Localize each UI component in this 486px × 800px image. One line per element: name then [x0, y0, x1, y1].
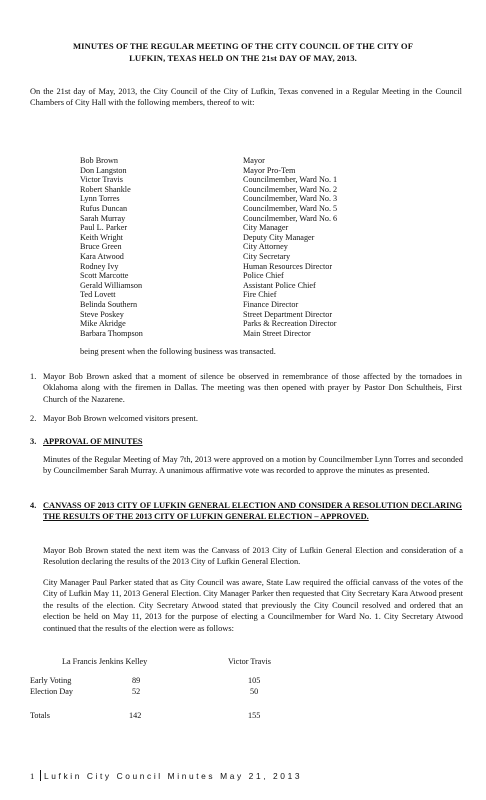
member-name: Paul L. Parker: [80, 223, 128, 233]
vote-row-label: Early Voting: [30, 676, 72, 685]
vote-row-a: 142: [129, 711, 142, 720]
candidate-1-header: La Francis Jenkins Kelley: [62, 657, 148, 666]
title-line-1: MINUTES OF THE REGULAR MEETING OF THE CITY COUNCIL OF THE CITY OF: [72, 41, 414, 51]
member-name: Kara Atwood: [80, 251, 124, 261]
vote-row-b: 50: [250, 687, 259, 696]
member-name: Bruce Green: [80, 242, 122, 252]
member-name: Ted Lovett: [80, 290, 116, 300]
member-role: Parks & Recreation Director: [243, 319, 337, 329]
member-role: Mayor: [243, 156, 265, 165]
member-role: Councilmember, Ward No. 3: [243, 194, 338, 204]
member-name: Don Langston: [80, 165, 127, 175]
member-role: Deputy City Manager: [243, 232, 315, 242]
member-role: Councilmember, Ward No. 5: [243, 203, 338, 213]
item-heading: CANVASS OF 2013 CITY OF LUFKIN GENERAL ELECTION AND CONSIDER A RESOLUTION DECLARING THE RESULTS OF THE 2013 CITY OF LUFKIN GENERAL ELECTION – APPROVED.: [43, 501, 462, 522]
roster-row: [80, 252, 380, 262]
member-name: Mike Akridge: [80, 319, 126, 329]
member-name: Gerald Williamson: [80, 280, 143, 290]
vote-row-a: 89: [132, 676, 141, 685]
canvass-paragraph-2: City Manager Paul Parker stated that as City Council was aware, State Law required the official canvass of the votes of the City of Lufkin May 11, 2013 General Election. City Manager Parker then requested that City Secretary Kara Atwood present the results of the election. City Secretary Atwood stated that previously the City Council resolved and ordered that an election be held on May 11, 2013 for the purpose of electing a Councilmember for Ward No. 1. City Secretary Atwood continued that the results of the election were as follows:: [43, 578, 463, 633]
footer-text: Lufkin City Council Minutes May 21, 2013: [44, 770, 303, 781]
member-name: Lynn Torres: [80, 194, 120, 204]
roster-row: [80, 329, 380, 339]
member-name: Rufus Duncan: [80, 203, 128, 213]
member-role: Police Chief: [243, 271, 284, 281]
page-footer: [30, 770, 330, 781]
roster-row: [80, 166, 380, 176]
vote-row-a: 52: [132, 687, 141, 696]
member-role: Mayor Pro-Tem: [243, 165, 296, 175]
member-role: Assistant Police Chief: [243, 280, 316, 290]
roster-row: [80, 262, 380, 272]
document-title: [40, 40, 446, 64]
agenda-item-2: [30, 413, 462, 424]
member-name: Keith Wright: [80, 232, 123, 242]
member-role: City Attorney: [243, 242, 288, 252]
member-role: City Manager: [243, 223, 289, 233]
member-role: Fire Chief: [243, 290, 277, 300]
item-number: 1.: [30, 372, 37, 381]
being-present-text: being present when the following business was transacted.: [80, 347, 276, 356]
roster-row: [80, 233, 380, 243]
canvass-paragraph-1: Mayor Bob Brown stated the next item was the Canvass of 2013 City of Lufkin General Election and consideration of a Resolution declaring the results of the 2013 City of Lufkin General Election.: [43, 546, 463, 567]
roster-row: [80, 271, 380, 281]
title-line-2: LUFKIN, TEXAS HELD ON THE 21st DAY OF MAY, 2013.: [129, 53, 357, 63]
roster-row: [80, 194, 380, 204]
roster-row: [80, 242, 380, 252]
roster-row: [80, 185, 380, 195]
roster-row: [80, 300, 380, 310]
agenda-item-3: [30, 436, 462, 447]
agenda-item-1: [30, 371, 462, 405]
member-name: Rodney Ivy: [80, 261, 119, 271]
intro-paragraph: On the 21st day of May, 2013, the City Council of the City of Lufkin, Texas convened in a Regular Meeting in the Council Chambers of City Hall with the following members, thereof to wit:: [30, 87, 462, 108]
vote-row-b: 105: [248, 676, 261, 685]
roster-row: [80, 204, 380, 214]
roster-row: [80, 319, 380, 329]
member-name: Scott Marcotte: [80, 271, 129, 281]
roster-row: [80, 214, 380, 224]
roster-row: [80, 156, 380, 166]
candidate-2-header: Victor Travis: [228, 657, 271, 666]
item-text: Mayor Bob Brown asked that a moment of silence be observed in remembrance of those affected by the tornadoes in Oklahoma along with the firemen in Dallas. The meeting was then opened with prayer by Pastor Don Schultheis, First Church of the Nazarene.: [43, 372, 462, 404]
vote-row-label: Totals: [30, 711, 50, 720]
footer-divider: [40, 770, 41, 781]
member-name: Robert Shankle: [80, 184, 131, 194]
item-number: 2.: [30, 414, 37, 423]
roster-row: [80, 223, 380, 233]
member-role: Councilmember, Ward No. 2: [243, 184, 338, 194]
agenda-item-4: [30, 500, 462, 523]
vote-row-label: Election Day: [30, 687, 73, 696]
roster-row: [80, 310, 380, 320]
member-role: Councilmember, Ward No. 6: [243, 213, 338, 223]
page-number: 1: [30, 770, 35, 781]
roster-row: [80, 290, 380, 300]
member-role: Councilmember, Ward No. 1: [243, 175, 338, 185]
roster-row: [80, 281, 380, 291]
roster-row: [80, 175, 380, 185]
vote-row-b: 155: [248, 711, 261, 720]
member-role: City Secretary: [243, 251, 291, 261]
item-text: Mayor Bob Brown welcomed visitors present.: [43, 414, 198, 423]
member-name: Victor Travis: [80, 175, 123, 185]
member-name: Barbara Thompson: [80, 328, 143, 338]
attendee-roster: [80, 156, 380, 338]
member-name: Sarah Murray: [80, 213, 126, 223]
member-role: Street Department Director: [243, 309, 333, 319]
member-name: Bob Brown: [80, 156, 118, 165]
approval-minutes-text: Minutes of the Regular Meeting of May 7th, 2013 were approved on a motion by Councilmember Lynn Torres and seconded by Councilmember Sarah Murray. A unanimous affirmative vote was recorded to approve the minutes as presented.: [43, 455, 463, 476]
member-role: Human Resources Director: [243, 261, 333, 271]
member-role: Main Street Director: [243, 328, 311, 338]
member-role: Finance Director: [243, 299, 299, 309]
item-heading: APPROVAL OF MINUTES: [43, 437, 143, 446]
item-number: 4.: [30, 501, 37, 510]
item-number: 3.: [30, 437, 37, 446]
member-name: Belinda Southern: [80, 299, 138, 309]
member-name: Steve Poskey: [80, 309, 124, 319]
